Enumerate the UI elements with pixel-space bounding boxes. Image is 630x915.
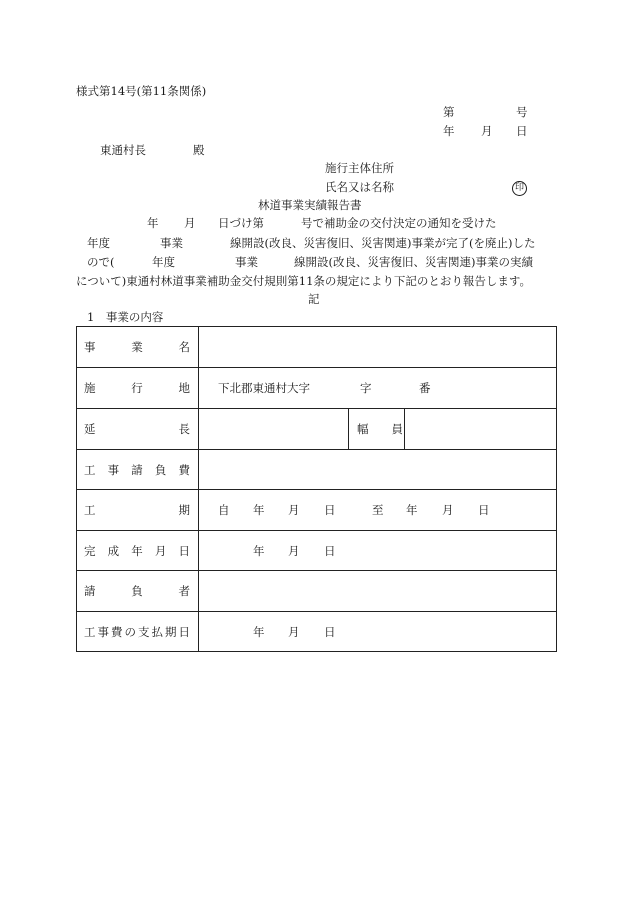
period-to-year: 年: [406, 503, 418, 517]
body-line3-part1: ので(: [87, 255, 115, 269]
period-to: 至: [372, 503, 384, 517]
body-line1-rest: 号で補助金の交付決定の通知を受けた: [301, 216, 497, 230]
body-line2-rest: 線開設(改良、災害復旧、災害関連)事業が完了(を廃止)した: [230, 236, 536, 250]
period-from-day: 日: [324, 503, 336, 517]
header-month: 月: [481, 124, 493, 138]
table-row-completion-date: [76, 531, 557, 571]
body-line2-jigyo: 事業: [160, 236, 183, 250]
body-line2-nendo: 年度: [87, 236, 110, 250]
period-from-month: 月: [288, 503, 300, 517]
completion-month: 月: [288, 544, 300, 558]
period-from: 自: [218, 503, 230, 517]
period-from-year: 年: [253, 503, 265, 517]
table-row-location: [76, 368, 557, 408]
addressee-honorific: 殿: [193, 143, 205, 157]
payment-label: 工 事 費 の 支 払 期 日: [84, 625, 190, 639]
body-line1-year: 年: [147, 216, 159, 230]
body-line3-jigyo: 事業: [235, 255, 258, 269]
header-year: 年: [443, 124, 455, 138]
number-dai: 第: [443, 105, 455, 119]
table-row-period: [76, 490, 557, 530]
body-line3-rest: 線開設(改良、災害復旧、災害関連)事業の実績: [294, 255, 533, 269]
period-label: 工 期: [84, 503, 190, 517]
section-1-heading: 1 事業の内容: [87, 310, 164, 324]
completion-label: 完 成 年 月 日: [84, 544, 190, 558]
addressee-name: 東通村長: [100, 143, 146, 157]
header-day: 日: [516, 124, 528, 138]
contractor-label: 請 負 者: [84, 584, 190, 598]
period-to-day: 日: [478, 503, 490, 517]
number-go: 号: [516, 105, 528, 119]
document-title: 林道事業実績報告書: [258, 198, 362, 212]
period-to-month: 月: [442, 503, 454, 517]
seal-mark: 印: [512, 181, 527, 196]
width-label: 幅 員: [357, 422, 403, 436]
location-prefix: 下北郡東通村大字: [218, 381, 310, 395]
table-row-project-name: [76, 327, 557, 367]
length-label: 延 長: [84, 422, 190, 436]
body-line3-nendo: 年度: [152, 255, 175, 269]
body-line1-day: 日づけ第: [218, 216, 264, 230]
location-ban: 番: [419, 381, 431, 395]
ki-heading: 記: [308, 292, 320, 306]
completion-year: 年: [253, 544, 265, 558]
location-label: 施 行 地: [84, 381, 190, 395]
completion-day: 日: [324, 544, 336, 558]
payment-year: 年: [253, 625, 265, 639]
applicant-address-label: 施行主体住所: [325, 161, 394, 175]
body-line1-month: 月: [184, 216, 196, 230]
table-row-contract-cost: [76, 450, 557, 490]
table-row-payment-date: [76, 612, 557, 652]
seal-icon: [512, 179, 527, 196]
form-number: 様式第14号(第11条関係): [76, 84, 207, 98]
payment-day: 日: [324, 625, 336, 639]
payment-month: 月: [288, 625, 300, 639]
contract-cost-label: 工 事 請 負 費: [84, 463, 190, 477]
location-aza: 字: [360, 381, 372, 395]
table-row-contractor: [76, 571, 557, 611]
body-line4: について)東通村林道事業補助金交付規則第11条の規定により下記のとおり報告します。: [76, 274, 531, 288]
applicant-name-label: 氏名又は名称: [325, 180, 394, 194]
table-row-length: [76, 409, 557, 449]
project-name-label: 事 業 名: [84, 340, 190, 354]
